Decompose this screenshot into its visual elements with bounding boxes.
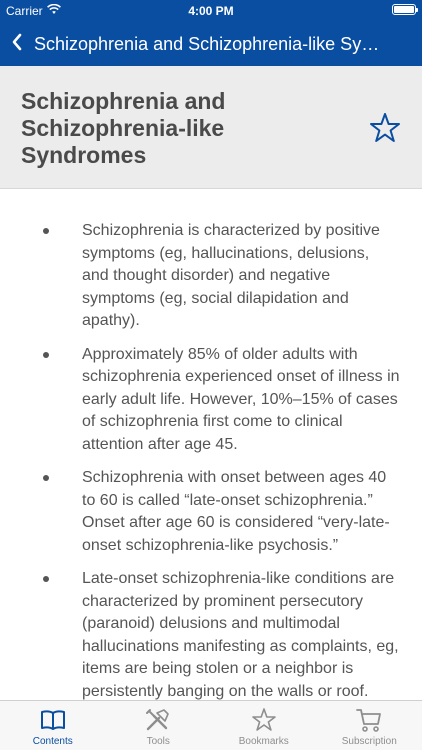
tab-label: Contents — [32, 736, 73, 747]
tab-label: Tools — [146, 736, 170, 747]
bookmark-button[interactable] — [368, 111, 402, 145]
bullet-dot — [43, 352, 49, 358]
tab-label: Subscription — [341, 736, 397, 747]
content-area[interactable] — [0, 190, 422, 700]
list-item — [0, 568, 422, 700]
bullet-text: Schizophrenia with onset between ages 40 to 60 is called “late-onset schizophrenia.” Onset after age 60 is considered “very-late-onset schizophrenia-like psychosis.” — [82, 469, 390, 554]
list-item — [0, 344, 422, 457]
tab-contents[interactable] — [0, 701, 106, 750]
bullet-text: Schizophrenia is characterized by positive symptoms (eg, hallucinations, delusions, and thought disorder) and negative symptoms (eg, social dilapidation and apathy). — [82, 222, 380, 329]
list-item — [0, 220, 422, 333]
bullet-dot — [43, 576, 49, 582]
tab-bookmarks[interactable] — [211, 701, 317, 750]
navigation-bar — [0, 22, 422, 66]
tab-label: Bookmarks — [238, 736, 289, 747]
bullet-text: Approximately 85% of older adults with schizophrenia experienced onset of illness in early adult life. However, 10%–15% of cases of schizophrenia first come to clinical attention after age 45. — [82, 345, 400, 453]
back-button[interactable] — [0, 22, 34, 66]
bullet-dot — [43, 475, 49, 481]
bullet-text: Late-onset schizophrenia-like conditions are characterized by prominent persecutory (paranoid) delusions and multimodal hallucinations manifesting as complaints, eg, items are being stolen or a neighbor is persistently banging on the walls or roof. — [82, 570, 399, 700]
tab-subscription[interactable] — [317, 701, 422, 750]
cart-icon — [355, 707, 383, 733]
chapter-header — [0, 66, 422, 189]
tab-bar — [0, 700, 422, 750]
battery-icon — [392, 4, 416, 18]
book-icon — [39, 707, 67, 733]
nav-title: Schizophrenia and Schizophrenia-like Sy… — [34, 33, 380, 54]
page-title: Schizophrenia and Schizophrenia-like Syndromes — [21, 88, 226, 168]
bullet-list — [0, 190, 422, 700]
tools-icon — [144, 707, 172, 733]
chevron-left-icon — [11, 33, 23, 56]
bullet-dot — [43, 228, 49, 234]
status-bar — [0, 0, 422, 22]
star-icon — [250, 707, 278, 733]
star-outline-icon — [368, 132, 402, 149]
tab-tools[interactable] — [106, 701, 212, 750]
clock: 4:00 PM — [188, 4, 234, 18]
carrier-label: Carrier — [6, 4, 43, 18]
list-item — [0, 467, 422, 557]
